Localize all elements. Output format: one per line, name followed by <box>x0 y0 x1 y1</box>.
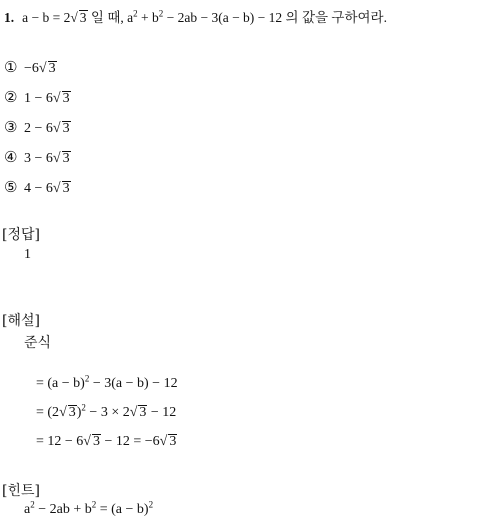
exponent: 2 <box>91 499 97 510</box>
step-text: − 12 = −6 <box>100 434 160 449</box>
answer-value: 1 <box>24 247 31 262</box>
exponent: 2 <box>158 8 164 19</box>
question-text: 1. a − b = 2√ 3 일 때, $a^2 + b^2 - 2ab - 3(a - b) - 12$ 의 값을 구하여라. <box>4 8 387 25</box>
question-segment: 일 때, a <box>87 10 134 25</box>
step-text: − 12 <box>147 405 177 420</box>
option-2[interactable]: ② 1 − 6√ 3 <box>4 88 70 106</box>
solution-heading: [해설] <box>2 313 40 329</box>
exponent: 2 <box>30 499 35 510</box>
option-text: 3 − 6 <box>24 151 53 166</box>
step-text: = (2 <box>36 405 60 420</box>
exponent: 2 <box>148 499 154 510</box>
option-marker: ① <box>4 58 18 76</box>
option-marker: ④ <box>4 148 18 166</box>
radicand: 3 <box>62 121 70 136</box>
option-5[interactable]: ⑤ 4 − 6√ 3 <box>4 178 70 196</box>
solution-step-2: = (2√ 3)$^2$ − 3 × 2√ 3 − 12 <box>36 402 177 420</box>
radicand: 3 <box>62 91 70 106</box>
question-number: 1. <box>4 10 15 25</box>
option-marker: ② <box>4 88 18 106</box>
solution-step-3: = 12 − 6√ 3 − 12 = −6√ 3 <box>36 434 177 449</box>
option-text: 1 − 6 <box>24 91 53 106</box>
radicand: 3 <box>48 61 56 76</box>
radicand: 3 <box>92 434 100 449</box>
exponent: 2 <box>133 8 138 19</box>
step-text: − 3(a − b) − 12 <box>89 376 178 391</box>
hint-heading: [힌트] <box>2 483 40 499</box>
radicand: 3 <box>62 181 70 196</box>
radicand: 3 <box>79 10 87 25</box>
step-text: − 3 × 2 <box>85 405 130 420</box>
radicand: 3 <box>68 405 76 420</box>
hint-formula <box>24 499 154 518</box>
step-text: = 12 − 6 <box>36 434 84 449</box>
condition-text: a − b = 2 <box>22 10 71 25</box>
option-marker: ③ <box>4 118 18 136</box>
option-marker: ⑤ <box>4 178 18 196</box>
option-text: 4 − 6 <box>24 181 53 196</box>
hint-text: − 2ab + b <box>34 502 92 517</box>
solution-intro: 준식 <box>24 335 52 351</box>
answer-heading: [정답] <box>2 227 40 243</box>
radicand: 3 <box>62 151 70 166</box>
step-text: = (a − b) <box>36 376 85 391</box>
question-segment: + b <box>137 10 159 25</box>
radicand: 3 <box>169 434 177 449</box>
exponent: 2 <box>84 373 90 384</box>
hint-text: a <box>24 502 31 517</box>
radicand: 3 <box>139 405 147 420</box>
option-text: 2 − 6 <box>24 121 53 136</box>
question-segment: − 2ab − 3(a − b) − 12 의 값을 구하여라. <box>163 10 387 25</box>
solution-step-1 <box>36 373 178 392</box>
exponent: 2 <box>81 402 86 413</box>
option-text: −6 <box>24 61 39 76</box>
option-4[interactable]: ④ 3 − 6√ 3 <box>4 148 70 166</box>
step-text: ) <box>76 405 82 420</box>
option-3[interactable]: ③ 2 − 6√ 3 <box>4 118 70 136</box>
hint-text: = (a − b) <box>96 502 149 517</box>
option-1[interactable]: ① −6√ 3 <box>4 58 56 76</box>
